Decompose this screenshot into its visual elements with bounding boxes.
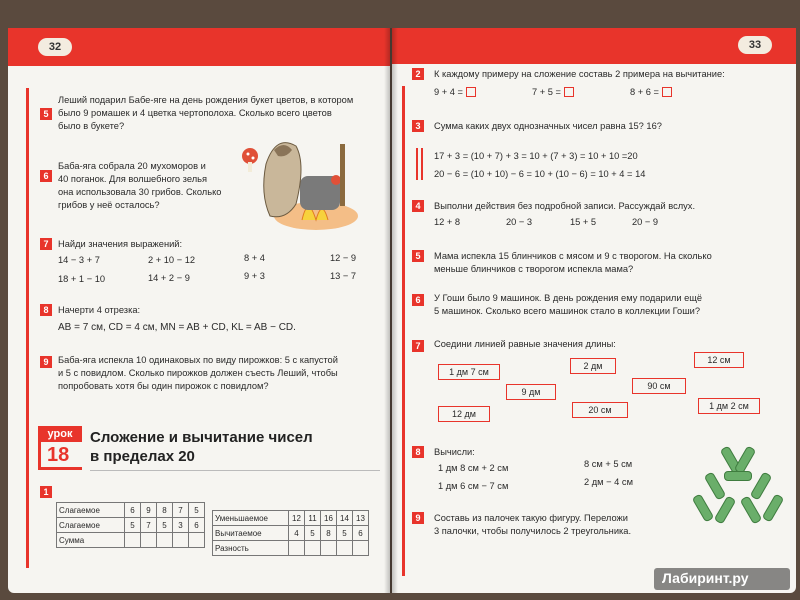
table-label: Слагаемое — [57, 503, 125, 518]
task-text: грибов у неё осталось? — [58, 200, 160, 210]
task-text: Выполни действия без подробной записи. Рассуждай вслух. — [434, 201, 696, 211]
red-mark — [416, 148, 418, 180]
table-cell: 6 — [125, 503, 141, 518]
table-cell — [125, 533, 141, 548]
task-text: Баба-яга собрала 20 мухоморов и — [58, 161, 206, 171]
task-text: Соедини линией равные значения длины: — [434, 339, 616, 349]
task-text: У Гоши было 9 машинок. В день рождения ему подарили ещё — [434, 293, 703, 303]
lesson-number: 18 — [47, 444, 70, 466]
table-cell: 5 — [337, 526, 353, 541]
expression: 20 − 3 — [506, 217, 533, 227]
stick — [740, 495, 763, 524]
table-label: Уменьшаемое — [213, 511, 289, 526]
task-text: 40 поганок. Для волшебного зелья — [58, 174, 208, 184]
task-number: 4 — [412, 200, 424, 212]
table-cell: 6 — [189, 518, 205, 533]
table-cell: 11 — [305, 511, 321, 526]
right-page — [392, 28, 796, 593]
length-box: 12 см — [694, 352, 744, 368]
task-text: Мама испекла 15 блинчиков с мясом и 9 с творогом. На сколько — [434, 251, 712, 261]
task-number: 7 — [40, 238, 52, 250]
table-cell: 5 — [157, 518, 173, 533]
task-text: Найди значения выражений: — [58, 239, 183, 249]
table-cell — [337, 541, 353, 556]
expression: 2 + 10 − 12 — [148, 255, 196, 265]
table-cell — [157, 533, 173, 548]
expression: 2 дм − 4 см — [584, 477, 633, 487]
expression — [532, 86, 574, 98]
task-number: 6 — [412, 294, 424, 306]
margin-line — [402, 86, 405, 576]
page-number: 33 — [738, 36, 772, 54]
left-page — [8, 28, 390, 593]
expression: 13 − 7 — [330, 271, 357, 281]
page-header-band — [392, 28, 796, 64]
expression: 1 дм 6 см − 7 см — [438, 481, 509, 491]
length-box: 2 дм — [570, 358, 616, 374]
page-number: 32 — [38, 38, 72, 56]
expression: 1 дм 8 см + 2 см — [438, 463, 509, 473]
task-text: Леший подарил Бабе-яге на день рождения букет цветов, в котором — [58, 95, 354, 105]
table-cell: 12 — [289, 511, 305, 526]
table-cell: 9 — [141, 503, 157, 518]
task-text: Начерти 4 отрезка: — [58, 305, 141, 315]
table-cell: 5 — [189, 503, 205, 518]
task-number: 9 — [40, 356, 52, 368]
task-text: AB = 7 см, CD = 4 см, MN = AB + CD, KL = AB − CD. — [58, 322, 296, 333]
table-cell — [305, 541, 321, 556]
table-label: Вычитаемое — [213, 526, 289, 541]
expression — [434, 86, 476, 98]
task-text: Баба-яга испекла 10 одинаковых по виду пирожков: 5 с капустой — [58, 355, 338, 365]
table-cell: 16 — [321, 511, 337, 526]
expression: 12 + 8 — [434, 217, 461, 227]
table-cell: 8 — [321, 526, 337, 541]
table-label: Разность — [213, 541, 289, 556]
stick — [762, 493, 785, 522]
table-cell: 6 — [353, 526, 369, 541]
divider — [90, 470, 380, 471]
stick — [750, 471, 773, 500]
expression: 18 + 1 − 10 — [58, 274, 106, 284]
stick — [692, 493, 715, 522]
task-text: 5 машинок. Сколько всего машинок стало в коллекции Гоши? — [434, 306, 701, 316]
task-number: 2 — [412, 68, 424, 80]
worked-example: 17 + 3 = (10 + 7) + 3 = 10 + (7 + 3) = 10 + 10 =20 — [434, 151, 638, 161]
expression: 15 + 5 — [570, 217, 597, 227]
length-box: 20 см — [572, 402, 628, 418]
table-cell: 7 — [141, 518, 157, 533]
expression-text: 7 + 5 = — [532, 87, 561, 97]
expression: 8 см + 5 см — [584, 459, 633, 469]
table-cell — [189, 533, 205, 548]
expression: 9 + 3 — [244, 271, 265, 281]
length-box: 1 дм 2 см — [698, 398, 760, 414]
task-text: попробовать хотя бы один пирожок с повидлом? — [58, 381, 269, 391]
table-cell: 8 — [157, 503, 173, 518]
table-cell: 14 — [337, 511, 353, 526]
expression: 20 − 9 — [632, 217, 659, 227]
length-box: 12 дм — [438, 406, 490, 422]
task-number: 1 — [40, 486, 52, 498]
lesson-title: в пределах 20 — [90, 448, 195, 465]
task-text: она использовала 30 грибов. Сколько — [58, 187, 222, 197]
table-cell — [289, 541, 305, 556]
expression: 14 − 3 + 7 — [58, 255, 100, 265]
task-text: и 5 с повидлом. Сколько пирожков должен съесть Леший, чтобы — [58, 368, 338, 378]
task-text: Сумма каких двух однозначных чисел равна 15? 16? — [434, 121, 662, 131]
answer-box — [564, 87, 574, 97]
baba-yaga-illustration — [236, 124, 376, 234]
task-number: 8 — [40, 304, 52, 316]
lesson-label: урок — [38, 426, 82, 442]
task-text: Составь из палочек такую фигуру. Переложи — [434, 513, 628, 523]
length-box: 9 дм — [506, 384, 556, 400]
task-text: меньше блинчиков с творогом испекла мама? — [434, 264, 634, 274]
subtraction-table — [212, 510, 369, 556]
length-box: 90 см — [632, 378, 686, 394]
table-cell — [173, 533, 189, 548]
task-text: Вычисли: — [434, 447, 475, 457]
margin-line — [26, 88, 29, 568]
table-cell: 3 — [173, 518, 189, 533]
task-number: 9 — [412, 512, 424, 524]
table-cell: 5 — [305, 526, 321, 541]
task-text: К каждому примеру на сложение составь 2 примера на вычитание: — [434, 69, 725, 79]
table-cell: 4 — [289, 526, 305, 541]
book-spine — [384, 28, 398, 593]
table-cell: 7 — [173, 503, 189, 518]
expression-text: 9 + 4 = — [434, 87, 463, 97]
task-number: 5 — [40, 108, 52, 120]
expression: 14 + 2 − 9 — [148, 273, 190, 283]
lesson-number-frame — [38, 442, 82, 470]
table-cell: 13 — [353, 511, 369, 526]
answer-box — [466, 87, 476, 97]
table-cell: 5 — [125, 518, 141, 533]
table-cell — [141, 533, 157, 548]
table-cell — [353, 541, 369, 556]
task-text: было 9 ромашек и 4 цветка чертополоха. Сколько всего цветов — [58, 108, 332, 118]
expression: 12 − 9 — [330, 253, 357, 263]
answer-box — [662, 87, 672, 97]
task-number: 8 — [412, 446, 424, 458]
task-text: было в букете? — [58, 121, 125, 131]
task-number: 5 — [412, 250, 424, 262]
red-mark — [421, 148, 423, 180]
expression: 8 + 4 — [244, 253, 265, 263]
stick — [714, 495, 737, 524]
length-box: 1 дм 7 см — [438, 364, 500, 380]
task-number: 7 — [412, 340, 424, 352]
stick — [724, 471, 752, 481]
task-number: 6 — [40, 170, 52, 182]
stick — [704, 471, 727, 500]
worked-example: 20 − 6 = (10 + 10) − 6 = 10 + (10 − 6) = 10 + 4 = 14 — [434, 169, 646, 179]
expression — [630, 86, 672, 98]
lesson-title: Сложение и вычитание чисел — [90, 429, 313, 446]
table-label: Слагаемое — [57, 518, 125, 533]
watermark: Лабиринт.ру — [662, 570, 749, 586]
task-text: 3 палочки, чтобы получилось 2 треугольника. — [434, 526, 632, 536]
expression-text: 8 + 6 = — [630, 87, 659, 97]
task-number: 3 — [412, 120, 424, 132]
sticks-figure — [692, 446, 782, 526]
table-label: Сумма — [57, 533, 125, 548]
table-cell — [321, 541, 337, 556]
addition-table — [56, 502, 205, 548]
